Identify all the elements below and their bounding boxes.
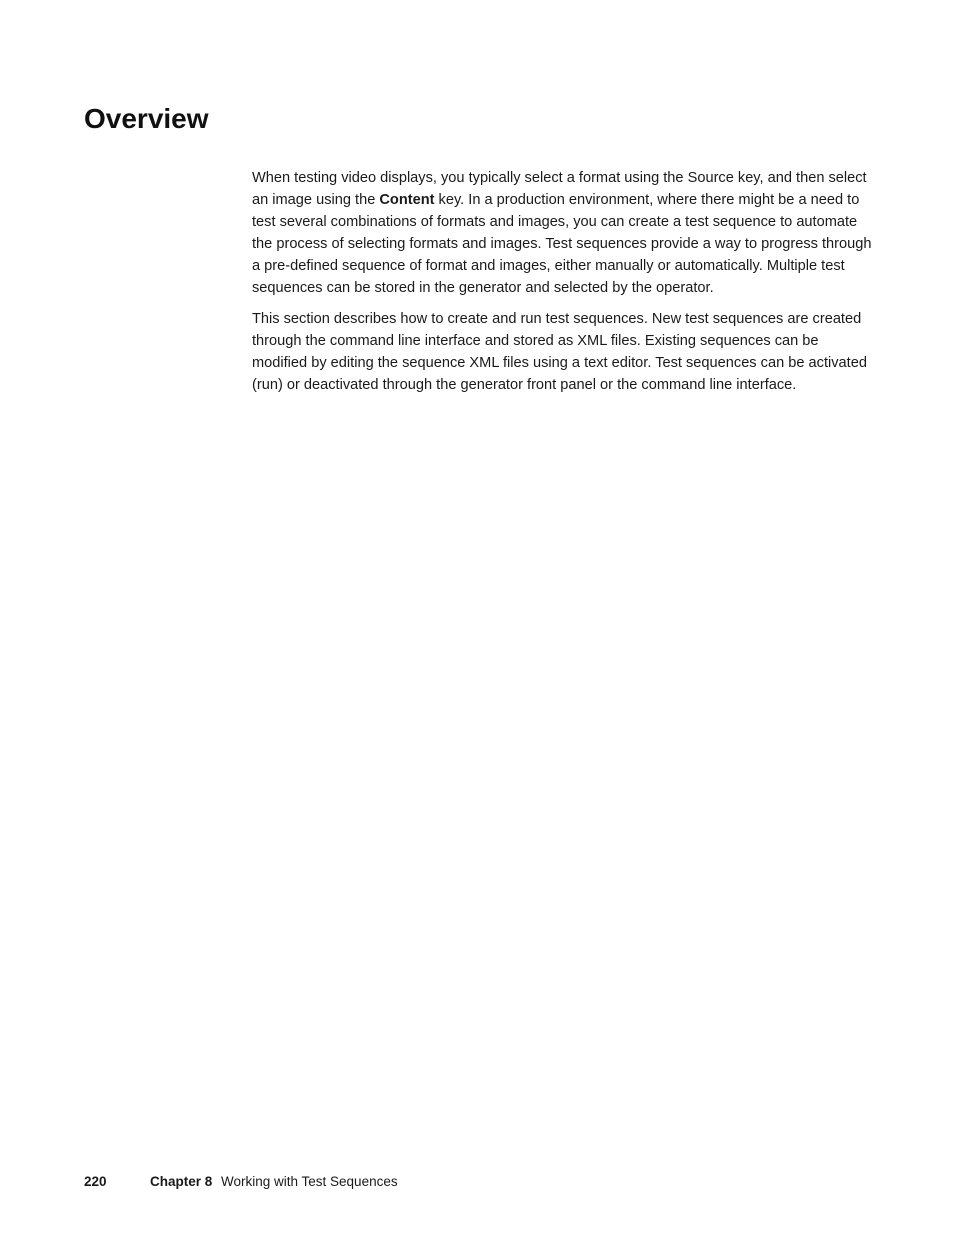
content-key-term: Content [379, 191, 435, 208]
page-number: 220 [84, 1174, 107, 1189]
chapter-title: Working with Test Sequences [221, 1174, 398, 1189]
chapter-label: Chapter 8 [150, 1174, 213, 1189]
paragraph-intro [252, 168, 872, 299]
section-heading: Overview [84, 103, 209, 134]
paragraph-description: This section describes how to create and run test sequences. New test sequences are created through the command line interface and stored as XML files. Existing sequences can be modified by editing the sequence XML files using a text editor. Test sequences can be activated (run) or deactivated through the generator front panel or the command line interface. [252, 311, 867, 394]
paragraph-intro-text-start: When testing video displays, you typically select a format using the Source key, and then select an image using the [252, 170, 867, 208]
body-text [252, 168, 872, 407]
paragraph-intro-text-end: key. In a production environment, where there might be a need to test several combinations of formats and images, you can create a test sequence to automate the process of selecting formats and images. Test sequences provide a way to progress through a pre-defined sequence of format and images, either manually or automatically. Multiple test sequences can be stored in the generator and selected by the operator. [252, 191, 872, 296]
